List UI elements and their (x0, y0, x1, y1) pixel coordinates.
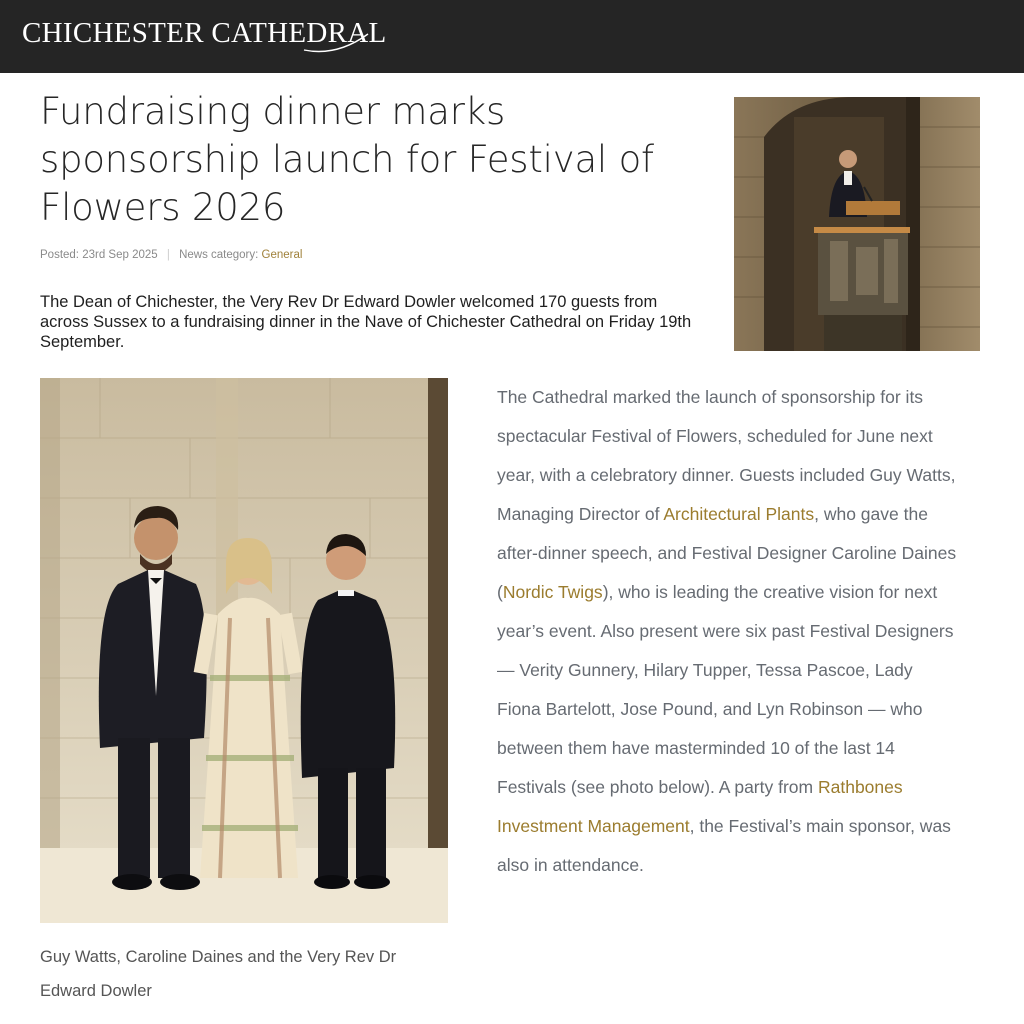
logo-swash-icon (300, 20, 372, 56)
site-header (0, 0, 1024, 73)
body-text-2: , who gave the after-dinner speech, and Festival Designer Caroline Daines ( (497, 504, 957, 602)
body-text-3: ), who is leading the creative vision for next year’s event. Also present were six past Festival Designers — Verity Gunnery, Hilary Tupper, Tessa Pascoe, Lady Fiona Bartelott, Jose Pound, and Lyn Robinson — who between them have masterminded 10 of the last 14 Festivals (see photo below). A party from (497, 582, 954, 797)
architectural-plants-link[interactable]: Architectural Plants (663, 504, 815, 524)
lectern-speaker-photo (734, 97, 980, 351)
article-title: Fundraising dinner marks sponsorship launch for Festival of Flowers 2026 (40, 90, 654, 229)
guests-illustration (40, 378, 448, 923)
lectern-illustration (734, 97, 980, 351)
article-lead: The Dean of Chichester, the Very Rev Dr Edward Dowler welcomed 170 guests from across Sussex to a fundraising dinner in the Nave of Chichester Cathedral on Friday 19th September. (40, 293, 692, 351)
guests-photo (40, 378, 448, 923)
category-link[interactable]: General (261, 249, 303, 261)
article-meta (40, 249, 302, 261)
posted-date: 23rd Sep 2025 (82, 249, 158, 261)
photo-caption: Guy Watts, Caroline Daines and the Very Rev Dr Edward Dowler (40, 948, 397, 1000)
posted-label: Posted: (40, 249, 79, 261)
category-label: News category: (179, 249, 259, 261)
article-body (497, 378, 957, 885)
rathbones-link[interactable]: Rathbones Investment Management (497, 777, 903, 836)
body-text-1: The Cathedral marked the launch of sponsorship for its spectacular Festival of Flowers, scheduled for June next year, with a celebratory dinner. Guests included Guy Watts, Managing Director of (497, 387, 956, 524)
body-text-4: , the Festival’s main sponsor, was also in attendance. (497, 816, 951, 875)
logo-text: CHICHESTER CATHEDRAL (22, 17, 387, 49)
meta-separator: | (166, 249, 170, 261)
nordic-twigs-link[interactable]: Nordic Twigs (502, 582, 603, 602)
